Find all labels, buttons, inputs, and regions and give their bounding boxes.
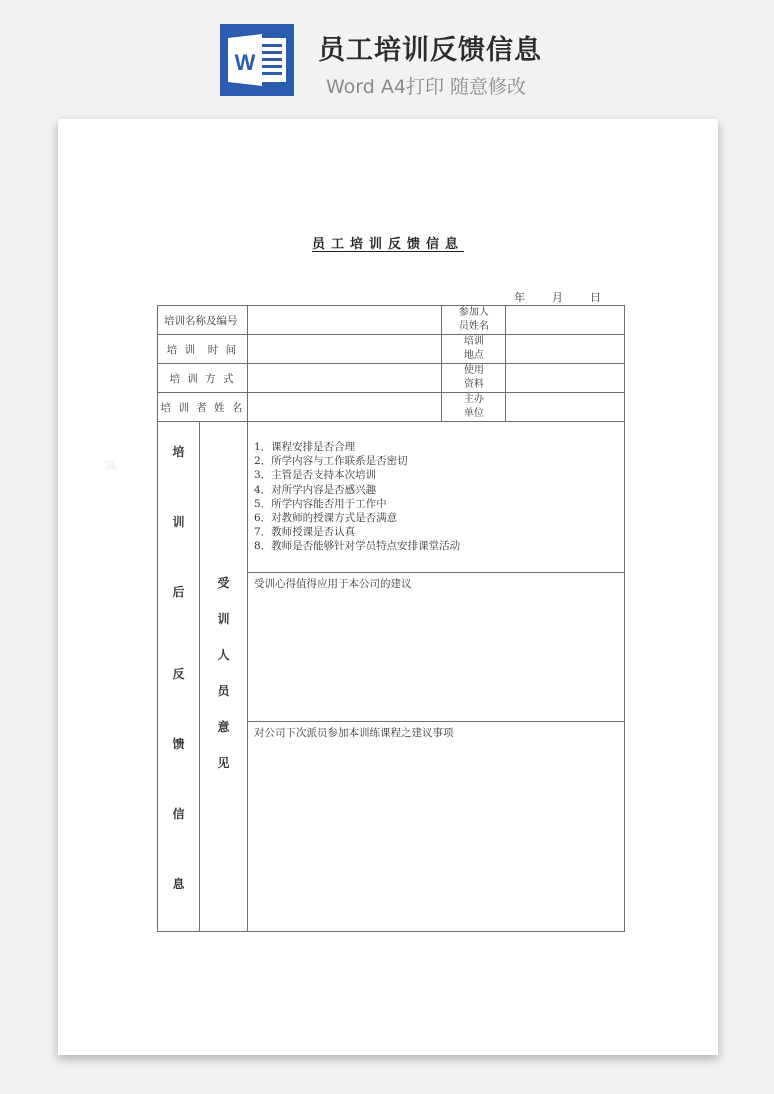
list-item: 5．所学内容能否用于工作中 <box>253 497 387 510</box>
field-training-method[interactable] <box>247 364 441 393</box>
word-icon <box>220 24 294 96</box>
date-day: 日 <box>590 291 601 304</box>
list-item: 1．课程安排是否合理 <box>253 441 356 453</box>
suggestion-box-next-course[interactable] <box>247 722 624 932</box>
list-item: 8．教师是否能够针对学员特点安排课堂活动 <box>253 540 461 553</box>
feedback-form-table <box>157 305 625 932</box>
label-materials-used: 使用 资料 <box>442 364 506 393</box>
suggestion-box-application[interactable] <box>247 573 624 722</box>
label-training-method: 培 训 方 式 <box>158 364 248 393</box>
word-icon-letter: W <box>234 50 256 75</box>
label-training-location: 培训 地点 <box>442 335 506 364</box>
label-training-name: 培训名称及编号 <box>158 306 248 335</box>
field-organizer[interactable] <box>506 393 625 422</box>
sub-label-trainee-opinion: 受 训 人 员 意 见 <box>199 422 247 932</box>
list-item: 3．主管是否支持本次培训 <box>253 469 377 482</box>
question-list <box>247 422 624 573</box>
date-month: 月 <box>552 291 563 304</box>
suggestion-label-next-course: 对公司下次派员参加本训练课程之建议事项 <box>253 727 454 739</box>
label-training-time: 培 训 时 间 <box>158 335 248 364</box>
label-trainer-name: 培 训 者 姓 名 <box>158 393 248 422</box>
banner-subtitle: Word A4打印 随意修改 <box>326 76 527 98</box>
field-materials-used[interactable] <box>506 364 625 393</box>
header-banner <box>0 0 774 118</box>
date-year: 年 <box>514 291 525 304</box>
field-training-name[interactable] <box>247 306 441 335</box>
label-participant-name: 参加人 员姓名 <box>442 306 506 335</box>
field-training-location[interactable] <box>506 335 625 364</box>
document-title <box>58 233 718 252</box>
list-item: 6．对教师的授课方式是否满意 <box>253 512 398 525</box>
list-item: 2．所学内容与工作联系是否密切 <box>253 455 408 468</box>
table-row <box>158 393 625 422</box>
table-row <box>158 364 625 393</box>
field-trainer-name[interactable] <box>247 393 441 422</box>
banner-title: 员工培训反馈信息 <box>318 35 542 66</box>
table-row <box>158 422 625 573</box>
document-page <box>58 119 718 1055</box>
field-participant-name[interactable] <box>506 306 625 335</box>
list-item: 7．教师授课是否认真 <box>253 526 356 539</box>
document-title-text: 员工培训反馈信息 <box>311 237 464 252</box>
list-item: 4．对所学内容是否感兴趣 <box>253 483 377 496</box>
suggestion-label-application: 受训心得值得应用于本公司的建议 <box>253 578 412 590</box>
field-training-time[interactable] <box>247 335 441 364</box>
table-row <box>158 306 625 335</box>
table-row <box>158 335 625 364</box>
label-organizer: 主办 单位 <box>442 393 506 422</box>
section-label-post-training-feedback: 培 训 后 反 馈 信 息 <box>158 422 200 932</box>
watermark <box>90 445 129 485</box>
